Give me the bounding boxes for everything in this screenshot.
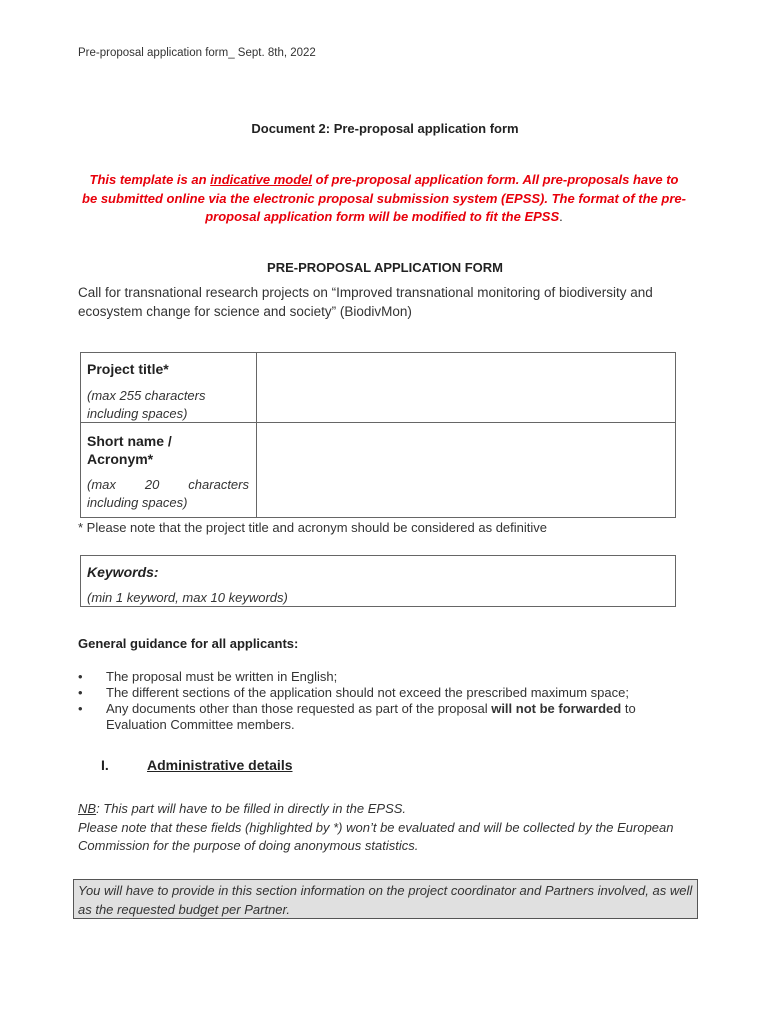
call-description: Call for transnational research projects on “Improved transnational monitoring of biodiversity and ecosystem change for science and society” (BiodivMon)	[78, 285, 653, 319]
short-name-note: (max 20 characters including spaces)	[87, 477, 249, 510]
guidance-list	[78, 669, 698, 733]
list-item-text: The proposal must be written in English;	[106, 669, 338, 684]
form-title: PRE-PROPOSAL APPLICATION FORM	[267, 260, 503, 275]
list-item-text: to Evaluation Committee members.	[106, 701, 636, 732]
bullet-icon: •	[78, 701, 83, 716]
section-title: Administrative details	[147, 757, 293, 773]
list-item-bold: will not be forwarded	[491, 701, 622, 716]
list-item-text: Any documents other than those requested as part of the proposal	[106, 701, 492, 716]
warning-end: .	[559, 209, 563, 224]
document-title: Document 2: Pre-proposal application form	[251, 121, 519, 136]
keywords-label: Keywords:	[87, 564, 159, 580]
page-header: Pre-proposal application form_ Sept. 8th, 2022	[78, 47, 316, 59]
nb-line-1: : This part will have to be filled in directly in the EPSS.	[96, 801, 407, 816]
list-item-text: The different sections of the application should not exceed the prescribed maximum space;	[106, 685, 629, 700]
short-name-field[interactable]	[257, 423, 675, 517]
warning-text-2: of pre-proposal application form. All pre-proposals have to be submitted online via the electronic proposal submission system (EPSS). The format of the pre-proposal application form will be modified to fit the EPSS	[82, 172, 686, 224]
definitive-footnote: * Please note that the project title and acronym should be considered as definitive	[78, 520, 548, 535]
nb-line-2: Please note that these fields (highlighted by *) won’t be evaluated and will be collected by the European Commission for the purpose of doing anonymous statistics.	[78, 819, 674, 853]
template-warning	[82, 171, 686, 227]
keywords-note: (min 1 keyword, max 10 keywords)	[87, 590, 288, 605]
warning-text-1: This template is an	[89, 172, 211, 187]
bullet-icon: •	[78, 685, 83, 700]
list-item	[78, 669, 698, 685]
project-title-field[interactable]	[257, 353, 675, 422]
section-number: I.	[101, 757, 109, 773]
bullet-icon: •	[78, 669, 83, 684]
list-item	[78, 701, 698, 733]
info-box-text: You will have to provide in this section information on the project coordinator and Partners involved, as well as the requested budget per Partner.	[78, 883, 693, 917]
short-name-label: Short name / Acronym*	[87, 433, 172, 467]
project-title-note: (max 255 characters including spaces)	[87, 388, 206, 421]
list-item	[78, 685, 698, 701]
project-title-label: Project title*	[87, 361, 169, 377]
guidance-title: General guidance for all applicants:	[78, 636, 299, 651]
nb-note	[78, 800, 698, 856]
nb-label: NB	[78, 801, 97, 816]
warning-underlined: indicative model	[210, 172, 313, 187]
